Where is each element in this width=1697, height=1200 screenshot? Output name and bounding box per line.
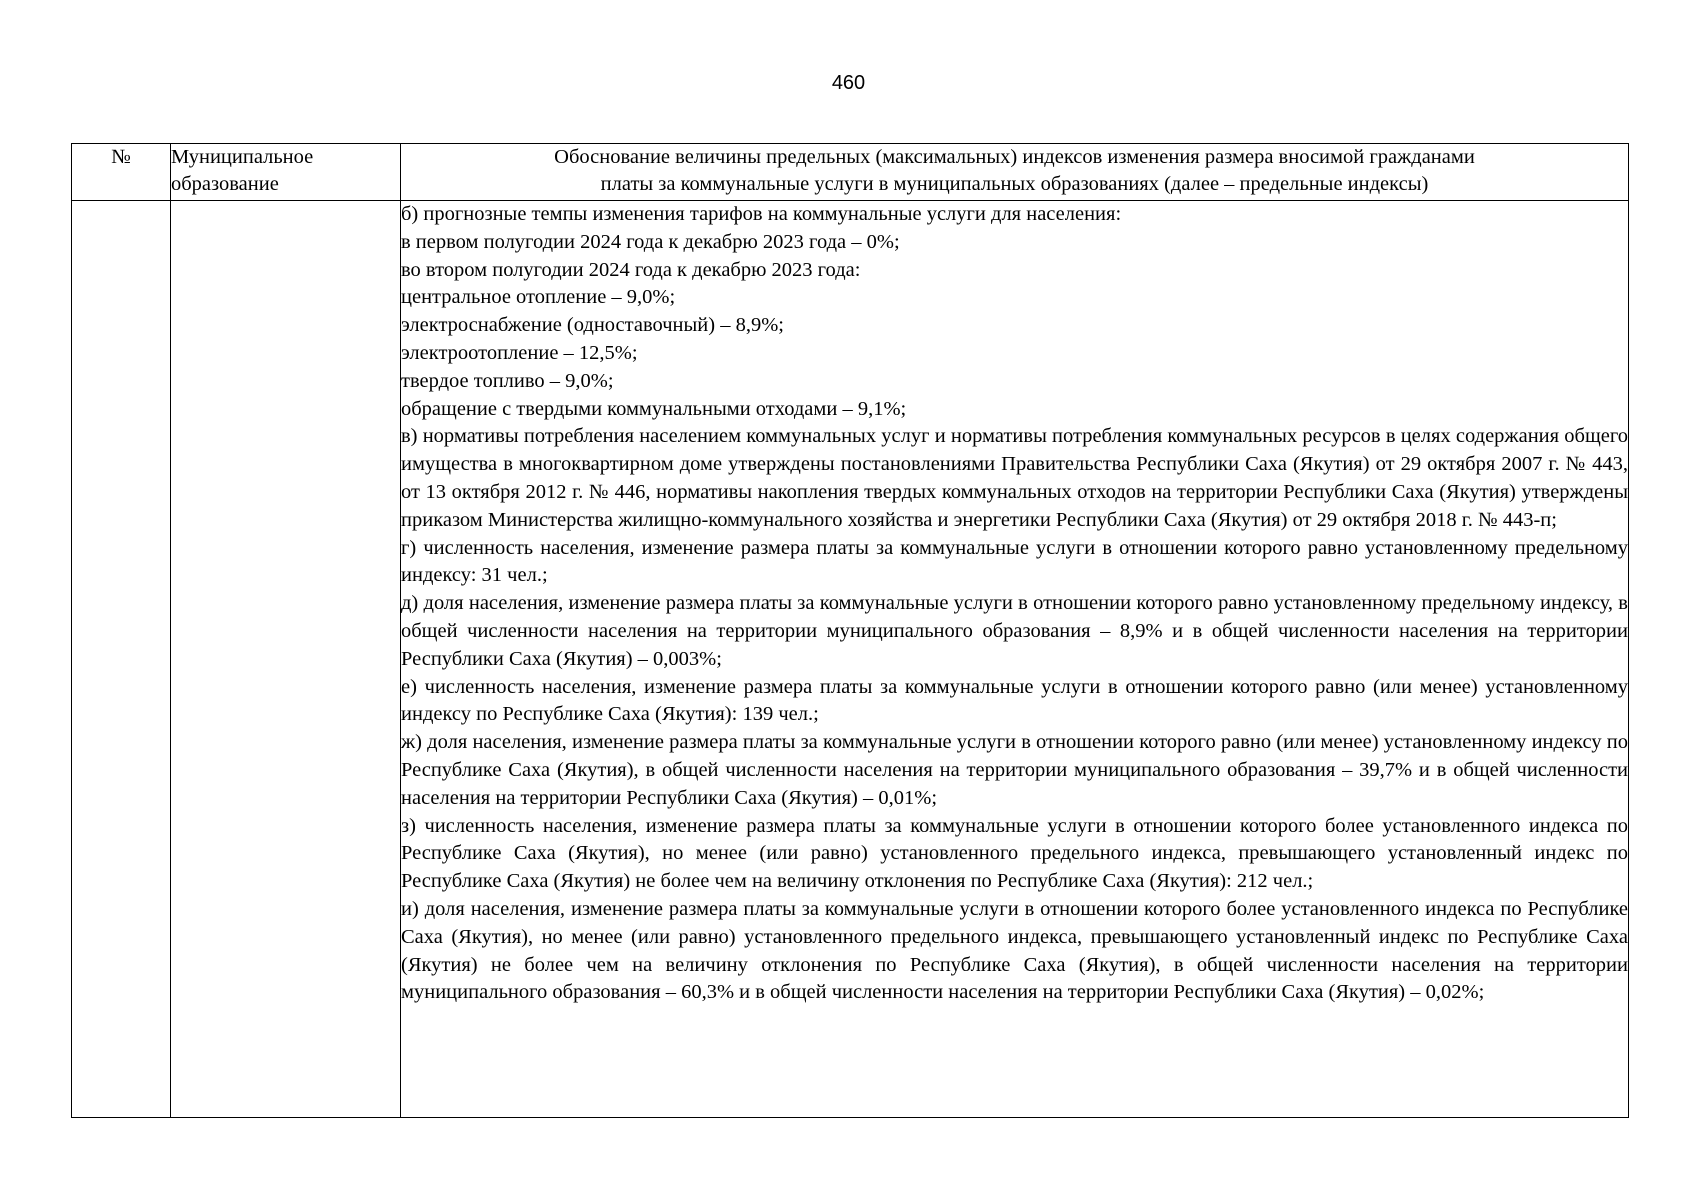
paragraph-first-half: в первом полугодии 2024 года к декабрю 2023 года – 0%; bbox=[401, 230, 900, 253]
paragraph-solid-waste: обращение с твердыми коммунальными отходами – 9,1%; bbox=[401, 397, 907, 420]
index-justification-table bbox=[71, 143, 1629, 1118]
paragraph-zh: ж) доля населения, изменение размера платы за коммунальные услуги в отношении которого равно (или менее) установленному индексу по Республике Саха (Якутия), в общей численности населения на территории муниципального образования – 39,7% и в общей численности населения на территории Республики Саха (Якутия) – 0,01%; bbox=[401, 731, 1628, 809]
header-municipality-line2: образование bbox=[171, 173, 279, 195]
paragraph-v: в) нормативы потребления населением коммунальных услуг и нормативы потребления коммунальных ресурсов в целях содержания общего имущества в многоквартирном доме утверждены постановлениями Правительства Республики Саха (Якутия) от 29 октября 2007 г. № 443, от 13 октября 2012 г. № 446, нормативы накопления твердых коммунальных отходов на территории Республики Саха (Якутия) утверждены приказом Министерства жилищно-коммунального хозяйства и энергетики Республики Саха (Якутия) от 29 октября 2018 г. № 443-п; bbox=[401, 425, 1628, 531]
header-number: № bbox=[72, 144, 171, 201]
header-justification-line2: платы за коммунальные услуги в муниципальных образованиях (далее – предельные индексы) bbox=[600, 173, 1429, 195]
paragraph-z: з) численность населения, изменение размера платы за коммунальные услуги в отношении которого более установленного индекса по Республике Саха (Якутия), но менее (или равно) установленного предельного индекса, превышающего установленный индекс по Республике Саха (Якутия) не более чем на величину отклонения по Республике Саха (Якутия): 212 чел.; bbox=[401, 814, 1628, 893]
header-municipality-line1: Муниципальное bbox=[171, 146, 314, 168]
row-number-cell bbox=[72, 201, 171, 1118]
header-justification-line1: Обоснование величины предельных (максимальных) индексов изменения размера вносимой гражданами bbox=[554, 146, 1475, 168]
paragraph-d: д) доля населения, изменение размера платы за коммунальные услуги в отношении которого равно установленному предельному индексу, в общей численности населения на территории муниципального образования – 8,9% и в общей численности населения на территории Республики Саха (Якутия) – 0,003%; bbox=[401, 592, 1628, 670]
header-justification bbox=[401, 144, 1629, 201]
paragraph-i: и) доля населения, изменение размера платы за коммунальные услуги в отношении которого более установленного индекса по Республике Саха (Якутия), но менее (или равно) установленного предельного индекса, превышающего установленный индекс по Республике Саха (Якутия) не более чем на величину отклонения по Республике Саха (Якутия), в общей численности населения на территории муниципального образования – 60,3% и в общей численности населения на территории Республики Саха (Якутия) – 0,02%; bbox=[401, 897, 1628, 1004]
header-municipality bbox=[171, 144, 401, 201]
paragraph-second-half: во втором полугодии 2024 года к декабрю 2023 года: bbox=[401, 258, 861, 281]
paragraph-g: г) численность населения, изменение размера платы за коммунальные услуги в отношении которого равно установленному предельному индексу: 31 чел.; bbox=[401, 536, 1628, 587]
row-municipality-cell bbox=[171, 201, 401, 1118]
table-row bbox=[72, 201, 1629, 1118]
table-header-row bbox=[72, 144, 1629, 201]
row-justification-cell bbox=[401, 201, 1629, 1118]
page-number: 460 bbox=[831, 72, 866, 94]
paragraph-electricity: электроснабжение (одноставочный) – 8,9%; bbox=[401, 314, 784, 337]
paragraph-b: б) прогнозные темпы изменения тарифов на коммунальные услуги для населения: bbox=[401, 203, 1122, 225]
paragraph-solid-fuel: твердое топливо – 9,0%; bbox=[401, 369, 614, 392]
paragraph-central-heating: центральное отопление – 9,0%; bbox=[401, 286, 676, 309]
paragraph-electric-heating: электроотопление – 12,5%; bbox=[401, 341, 638, 364]
paragraph-e: е) численность населения, изменение размера платы за коммунальные услуги в отношении которого равно (или менее) установленному индексу по Республике Саха (Якутия): 139 чел.; bbox=[401, 675, 1628, 726]
